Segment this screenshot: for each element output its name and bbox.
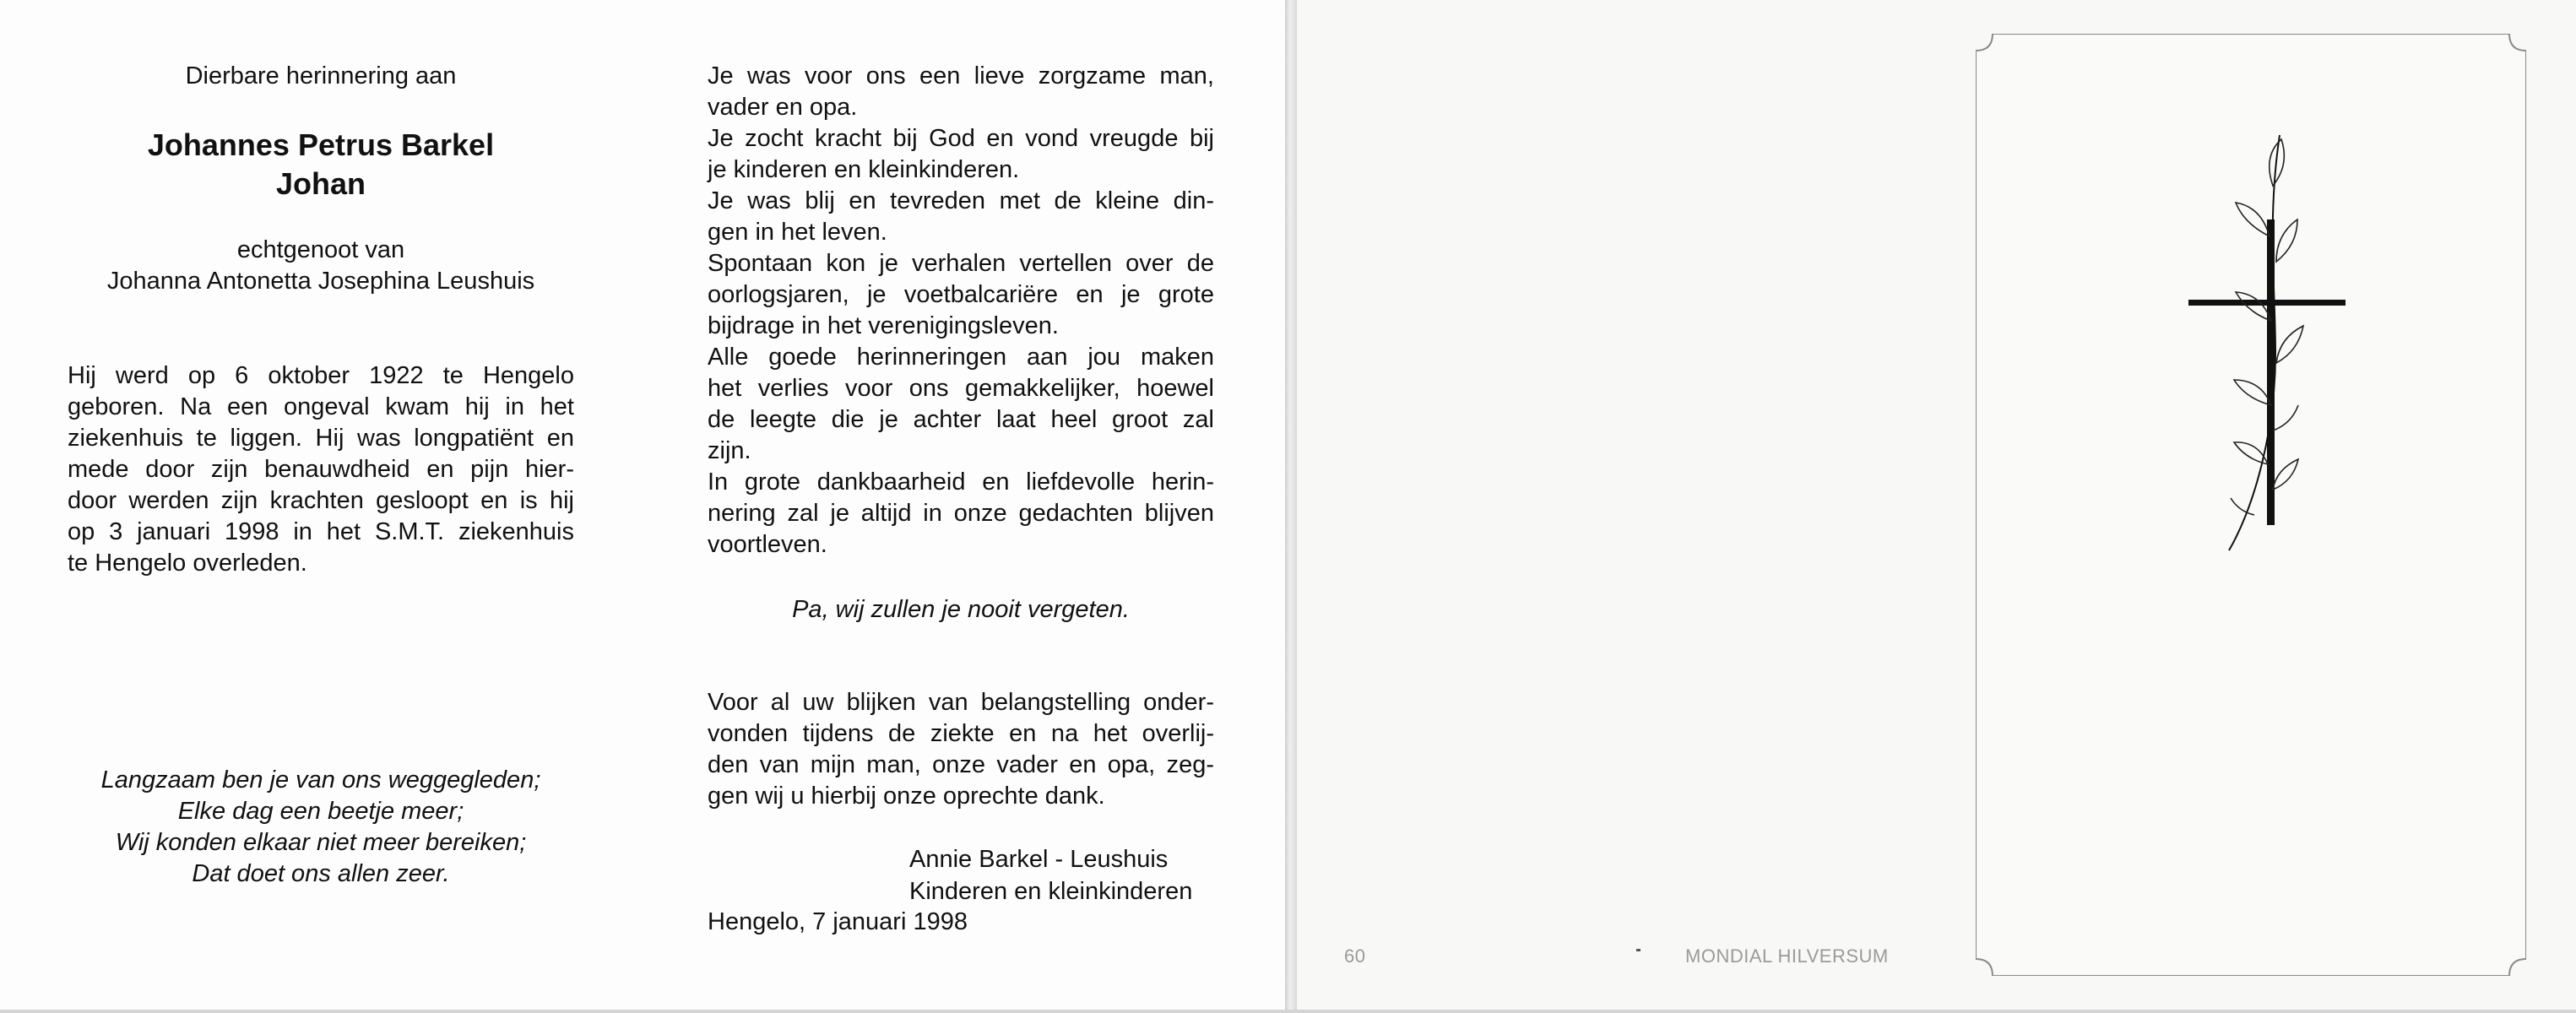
tribute-line: Je was blij en tevreden met de kleine din- [708, 187, 1214, 214]
biography [68, 360, 574, 579]
tribute-line: Alle goede herinneringen aan jou maken [708, 344, 1214, 371]
thanks-line: vonden tijdens de ziekte en na het overlij- [708, 720, 1214, 747]
place-date: Hengelo, 7 januari 1998 [708, 908, 968, 935]
dot-mark [1636, 949, 1641, 951]
spouse-label: echtgenoot van [236, 236, 405, 263]
tribute-line: In grote dankbaarheid en liefdevolle herin- [708, 469, 1214, 496]
intro-line: Dierbare herinnering aan [185, 62, 457, 89]
poem-line: Langzaam ben je van ons weggegleden; [100, 767, 541, 794]
inner-spread [0, 0, 1285, 1010]
poem [68, 765, 574, 890]
tribute-line: oorlogsjaren, je voetbalcariëre en je grote [708, 281, 1214, 308]
signature-name: Annie Barkel - Leushuis [909, 846, 1169, 873]
tribute-line: nering zal je altijd in onze gedachten blijven [708, 500, 1214, 527]
bio-line: ziekenhuis te liggen. Hij was longpatiënt en [68, 425, 574, 452]
thanks-line: gen wij u hierbij onze oprechte dank. [708, 783, 1105, 810]
tribute-line: vader en opa. [708, 94, 858, 121]
printer-mark: MONDIAL HILVERSUM [1685, 945, 1889, 967]
card-fold [1285, 0, 1297, 1013]
tribute-line: bijdrage in het verenigingsleven. [708, 312, 1059, 339]
tribute-line: Je zocht kracht bij God en vond vreugde bij [708, 125, 1214, 152]
deceased-nickname: Johan [275, 166, 366, 201]
bio-line: door werden zijn krachten gesloopt en is hij [68, 487, 574, 514]
deceased-name: Johannes Petrus Barkel [147, 127, 495, 162]
tribute-line: Spontaan kon je verhalen vertellen over de [708, 250, 1214, 277]
signature-family: Kinderen en kleinkinderen [909, 878, 1193, 905]
motto: Pa, wij zullen je nooit vergeten. [792, 596, 1130, 623]
poem-line: Wij konden elkaar niet meer bereiken; [115, 829, 527, 856]
poem-line: Elke dag een beetje meer; [177, 798, 464, 825]
spouse-name: Johanna Antonetta Josephina Leushuis [106, 268, 535, 295]
tribute-line: je kinderen en kleinkinderen. [708, 156, 1020, 183]
tribute-text [708, 61, 1214, 561]
bio-line: te Hengelo overleden. [68, 550, 307, 577]
tribute-line: de leegte die je achter laat heel groot zal [708, 406, 1214, 433]
tribute-line: gen in het leven. [708, 219, 887, 246]
bio-line: mede door zijn benauwdheid en pijn hier- [68, 456, 574, 483]
tribute-line: zijn. [708, 437, 751, 464]
bio-line: geboren. Na een ongeval kwam hij in het [68, 393, 574, 420]
bio-line: Hij werd op 6 oktober 1922 te Hengelo [68, 362, 574, 389]
cover-card [1976, 34, 2526, 976]
card-border [1976, 34, 2526, 976]
bottom-edge [0, 1010, 2576, 1013]
poem-line: Dat doet ons allen zeer. [192, 860, 450, 887]
thanks-line: den van mijn man, onze vader en opa, zeg- [708, 751, 1214, 778]
bio-line: op 3 januari 1998 in het S.M.T. ziekenhuis [68, 518, 574, 545]
tribute-line: Je was voor ons een lieve zorgzame man, [708, 62, 1214, 89]
thanks-text [708, 687, 1214, 812]
thanks-line: Voor al uw blijken van belangstelling onder- [708, 689, 1214, 716]
tribute-line: voortleven. [708, 531, 827, 558]
tribute-line: het verlies voor ons gemakkelijker, hoewel [708, 375, 1214, 402]
card-number: 60 [1344, 945, 1366, 967]
